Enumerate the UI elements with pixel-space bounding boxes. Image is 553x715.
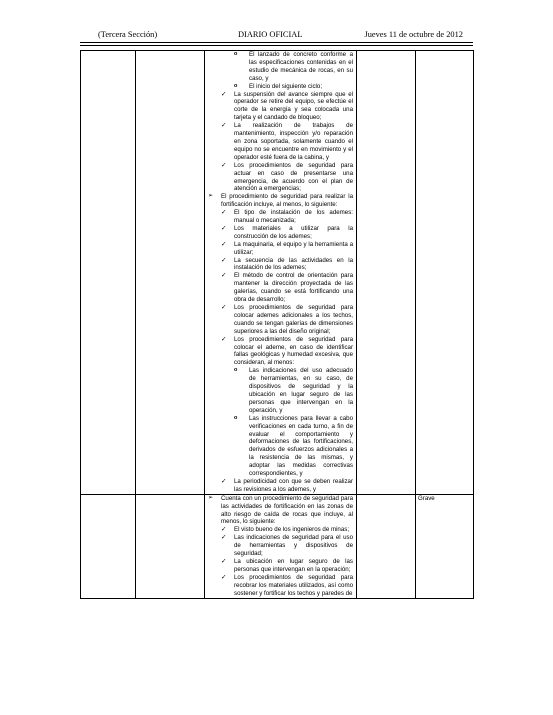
arrow-bullet-icon: ➢ xyxy=(208,193,214,200)
list-item xyxy=(221,91,353,123)
table-cell-col1 xyxy=(81,51,136,495)
list-item xyxy=(221,162,353,194)
list-item xyxy=(221,209,353,225)
list-item xyxy=(234,367,353,414)
list-item-text: La ubicación en lugar seguro de las personas que intervengan en la operación; xyxy=(234,558,353,573)
table-cell-col4 xyxy=(357,51,416,495)
circle-bullet-icon: o xyxy=(234,414,238,421)
table-cell-grade xyxy=(416,494,474,598)
list-item-text: Los materiales a utilizar para la construcción de los ademes; xyxy=(234,224,353,240)
list-item-text: Las indicaciones del uso adecuado de herramientas, en su caso, de dispositivos de seguridad y la ubicación en lugar seguro de las personas que intervengan en la operación, y xyxy=(249,367,353,414)
list-item xyxy=(208,495,353,527)
table-cell-col1 xyxy=(81,494,136,598)
table-cell-provisions xyxy=(205,51,357,495)
section-label: (Tercera Sección) xyxy=(98,30,158,39)
list-item-text: Cuenta con un procedimiento de seguridad para las actividades de fortificación en las zonas de alto riesgo de caída de rocas que incluye, al menos, lo siguiente: xyxy=(221,494,353,526)
header-rule-bottom xyxy=(80,45,473,46)
list-item-text: La realización de trabajos de mantenimiento, inspección y/o reparación en zona soportada, solamente cuando el equipo no se encuentre en movimiento y el operador esté fuera de la cabina, y xyxy=(234,122,353,161)
severity-label: Grave xyxy=(418,494,435,502)
checkmark-icon: ✓ xyxy=(221,477,227,485)
list-item xyxy=(221,336,353,368)
checkmark-icon: ✓ xyxy=(221,335,227,343)
list-item-text: El procedimiento de seguridad para realizar la fortificación incluye, al menos, lo siguiente: xyxy=(221,193,353,209)
list-item-text: Los procedimientos de seguridad para actuar en caso de presentarse una emergencia, de acuerdo con el plan de atención a emergencias; xyxy=(234,161,353,193)
circle-bullet-icon: o xyxy=(234,51,238,57)
table-row xyxy=(81,494,474,598)
checkmark-icon: ✓ xyxy=(221,272,227,280)
list-item-text: La periodicidad con que se deben realizar las revisiones a los ademes, y xyxy=(234,477,353,493)
list-item xyxy=(221,526,353,534)
checkmark-icon: ✓ xyxy=(221,161,227,169)
publication-date: Jueves 11 de octubre de 2012 xyxy=(364,30,463,39)
list-item xyxy=(221,558,353,574)
table-cell-col2 xyxy=(136,51,205,495)
list-item-text: El método de control de orientación para mantener la dirección proyectada de las galerías, cuando se está fortificando una obra de desarrollo; xyxy=(234,272,353,304)
circle-bullet-icon: o xyxy=(234,82,238,89)
list-item-text: Las instrucciones para llevar a cabo verificaciones en cada turno, a fin de evaluar el comportamiento y deformaciones de las fortificaciones, derivados de esfuerzos adicionales a la resistencia de las mismas, y adoptar las medidas correctivas correspondientes, y xyxy=(249,414,353,478)
list-item xyxy=(221,241,353,257)
list-item-text: Los procedimientos de seguridad para recobrar los materiales utilizados, así como sostener y fortificar los techos y paredes de xyxy=(234,573,353,597)
list-item xyxy=(221,478,353,494)
list-item xyxy=(234,83,353,91)
checkmark-icon: ✓ xyxy=(221,558,227,565)
checkmark-icon: ✓ xyxy=(221,573,227,581)
table-row xyxy=(81,51,474,495)
provision-list xyxy=(208,495,353,598)
checkmark-icon: ✓ xyxy=(221,209,227,217)
table-cell-col4 xyxy=(357,494,416,598)
list-item xyxy=(221,225,353,241)
requirements-table xyxy=(80,50,474,599)
list-item-text: Las indicaciones de seguridad para el uso de herramientas y dispositivos de seguridad; xyxy=(234,534,353,558)
checkmark-icon: ✓ xyxy=(221,240,227,248)
list-item-text: El lanzado de concreto conforme a las especificaciones contenidas en el estudio de mecánica de rocas, en su caso, y xyxy=(249,51,353,82)
list-item xyxy=(221,534,353,558)
publication-title: DIARIO OFICIAL xyxy=(238,30,303,39)
table-cell-provisions xyxy=(205,494,357,598)
list-item xyxy=(208,193,353,209)
arrow-bullet-icon: ➢ xyxy=(208,494,214,501)
checkmark-icon: ✓ xyxy=(221,534,227,542)
list-item xyxy=(221,574,353,598)
checkmark-icon: ✓ xyxy=(221,304,227,311)
list-item xyxy=(221,122,353,162)
header-rule-top xyxy=(80,42,473,43)
list-item xyxy=(221,272,353,304)
list-item-text: La secuencia de las actividades en la instalación de los ademes; xyxy=(234,256,353,272)
list-item-text: La suspensión del avance siempre que el operador se retire del equipo, se efectúe el corte de la energía y sea colocada una tarjeta y el candado de bloqueo; xyxy=(234,90,353,122)
list-item-text: El tipo de instalación de los ademes: manual o mecanizada; xyxy=(234,209,353,225)
list-item-text: Los procedimientos de seguridad para colocar el ademe, en caso de identificar fallas geológicas y humedad excesiva, que consideran, al menos: xyxy=(234,335,353,367)
provision-list xyxy=(208,51,353,494)
table-cell-col2 xyxy=(136,494,205,598)
list-item xyxy=(234,51,353,83)
list-item-text: El inicio del siguiente ciclo; xyxy=(249,82,323,90)
list-item xyxy=(221,304,353,336)
checkmark-icon: ✓ xyxy=(221,256,227,264)
table-cell-grade xyxy=(416,51,474,495)
list-item xyxy=(234,415,353,478)
list-item xyxy=(221,257,353,273)
checkmark-icon: ✓ xyxy=(221,224,227,232)
list-item-text: El visto bueno de los ingenieros de minas; xyxy=(234,526,350,534)
circle-bullet-icon: o xyxy=(234,367,238,374)
list-item-text: La maquinaria, el equipo y la herramienta a utilizar; xyxy=(234,240,353,256)
list-item-text: Los procedimientos de seguridad para colocar ademes adicionales a los techos, cuando se tengan galerías de dimensiones superiores a las del diseño original; xyxy=(234,304,353,335)
checkmark-icon: ✓ xyxy=(221,526,227,534)
checkmark-icon: ✓ xyxy=(221,90,227,98)
checkmark-icon: ✓ xyxy=(221,122,227,130)
